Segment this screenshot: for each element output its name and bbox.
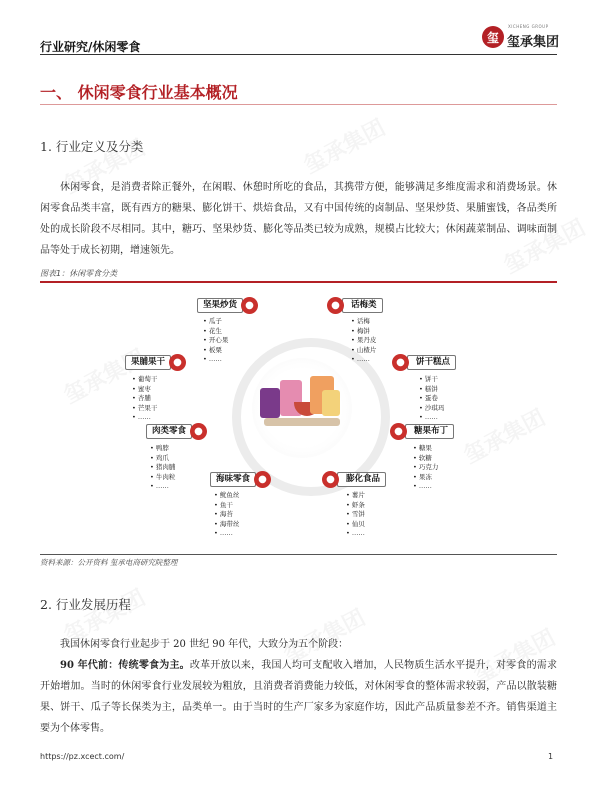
list-item: • 猪肉脯 bbox=[150, 463, 175, 473]
category-items-nuts bbox=[203, 317, 228, 365]
snack-bag-purple bbox=[260, 388, 280, 418]
list-item: • 瓜子 bbox=[203, 317, 228, 327]
figure-bottom-rule bbox=[40, 554, 557, 555]
category-items-seafood bbox=[214, 491, 239, 539]
list-item: • 雪饼 bbox=[346, 510, 365, 520]
category-label: 果脯果干 bbox=[125, 355, 171, 370]
stage-body: 改革开放以来，我国人均可支配收入增加，人民物质生活水平提升，对零食的需求开始增加。当时的休闲零食行业发展较为粗放，且消费者消费能力较低，对休闲零食的整体需求较弱，产品以散装糖果、饼干、瓜子等长保类为主，品类单一。由于当时的生产厂家多为家庭作坊，因此产品质量参差不齐。销售渠道主要为个体零售。 bbox=[40, 660, 558, 734]
list-item: • …… bbox=[203, 355, 228, 365]
chips-icon: ● bbox=[322, 471, 339, 488]
category-meat bbox=[146, 424, 207, 439]
list-item: • 鸡爪 bbox=[150, 454, 175, 464]
list-item: • 虾条 bbox=[346, 501, 365, 511]
biscuit-icon: ● bbox=[392, 354, 409, 371]
list-item: • 海带丝 bbox=[214, 520, 239, 530]
category-plum bbox=[327, 298, 383, 313]
list-item: • 薯片 bbox=[346, 491, 365, 501]
category-items-biscuits bbox=[419, 375, 444, 423]
figure-source: 资料来源：公开资料 玺承电商研究院整理 bbox=[40, 558, 178, 567]
page-number: 1 bbox=[548, 752, 554, 761]
list-item: • 巧克力 bbox=[413, 463, 438, 473]
company-logo bbox=[482, 24, 560, 52]
plum-icon: ● bbox=[327, 297, 344, 314]
list-item: • 糖果 bbox=[413, 444, 438, 454]
category-puffed bbox=[322, 472, 386, 487]
watermark bbox=[298, 111, 390, 180]
category-label: 话梅类 bbox=[342, 298, 383, 313]
list-item: • 饼干 bbox=[419, 375, 444, 385]
list-item: • …… bbox=[351, 355, 376, 365]
snack-box-yellow bbox=[322, 390, 340, 416]
list-item: • 芒果干 bbox=[132, 404, 157, 414]
header-divider bbox=[40, 54, 557, 55]
logo-seal-icon: 玺 bbox=[482, 26, 504, 48]
drumstick-icon: ● bbox=[190, 423, 207, 440]
category-candy bbox=[390, 424, 454, 439]
category-items-meat bbox=[150, 444, 175, 492]
list-item: • 鱿鱼丝 bbox=[214, 491, 239, 501]
category-items-dried-fruit bbox=[132, 375, 157, 423]
list-item: • 蛋卷 bbox=[419, 394, 444, 404]
list-item: • …… bbox=[214, 529, 239, 539]
category-items-puffed bbox=[346, 491, 365, 539]
list-item: • 花生 bbox=[203, 327, 228, 337]
subsection-title-history: 2. 行业发展历程 bbox=[40, 597, 131, 612]
section-title: 一、 休闲零食行业基本概况 bbox=[40, 83, 238, 102]
list-item: • 软糖 bbox=[413, 454, 438, 464]
nut-icon: ● bbox=[241, 297, 258, 314]
category-label: 饼干糕点 bbox=[407, 355, 456, 370]
paragraph-definition: 休闲零食，是消费者除正餐外，在闲暇、休憩时所吃的食品，其携带方便，能够满足多维度需求和消费场景。休闲零食品类丰富，既有西方的糖果、膨化饼干、烘焙食品，又有中国传统的卤制品、坚果炒货、果脯蜜饯，各品类所处的成长阶段不尽相同。其中，糖巧、坚果炒货、膨化等品类已较为成熟，规模占比较大；休闲蔬菜制品、调味面制品等处于成长初期，增速领先。 bbox=[40, 182, 557, 256]
list-item: • 蜜枣 bbox=[132, 385, 157, 395]
category-seafood bbox=[210, 472, 271, 487]
subsection-title-definition: 1. 行业定义及分类 bbox=[40, 139, 144, 154]
list-item: • 山楂片 bbox=[351, 346, 376, 356]
list-item: • 鱼干 bbox=[214, 501, 239, 511]
figure-top-rule bbox=[40, 281, 557, 283]
candy-icon: ● bbox=[390, 423, 407, 440]
category-biscuits bbox=[392, 355, 456, 370]
list-item: • 话梅 bbox=[351, 317, 376, 327]
category-label: 膨化食品 bbox=[337, 472, 386, 487]
list-item: • 仙贝 bbox=[346, 520, 365, 530]
list-item: • …… bbox=[413, 482, 438, 492]
fruit-icon: ● bbox=[169, 354, 186, 371]
stage-lead: 90 年代前：传统零食为主。 bbox=[60, 660, 190, 671]
section-divider bbox=[40, 104, 557, 105]
footer-url[interactable]: https://pz.xcect.com/ bbox=[40, 752, 125, 761]
category-nuts bbox=[197, 298, 258, 313]
category-items-candy bbox=[413, 444, 438, 492]
figure-center bbox=[252, 358, 352, 458]
figure-caption: 图表1：休闲零食分类 bbox=[40, 269, 118, 278]
list-item: • 沙琪玛 bbox=[419, 404, 444, 414]
list-item: • 果冻 bbox=[413, 473, 438, 483]
list-item: • 果丹皮 bbox=[351, 336, 376, 346]
paragraph-history-intro: 我国休闲零食行业起步于 20 世纪 90 年代，大致分为五个阶段： bbox=[60, 639, 349, 650]
snack-tray bbox=[264, 418, 340, 426]
list-item: • …… bbox=[419, 413, 444, 423]
category-label: 肉类零食 bbox=[146, 424, 192, 439]
logo-text: 玺承集团 bbox=[507, 35, 560, 50]
paragraph-history-stage1 bbox=[40, 655, 557, 739]
list-item: • 梅饼 bbox=[351, 327, 376, 337]
category-dried-fruit bbox=[125, 355, 186, 370]
list-item: • …… bbox=[346, 529, 365, 539]
list-item: • 鸭脖 bbox=[150, 444, 175, 454]
logo-subtitle: XICHENG GROUP bbox=[508, 24, 549, 29]
list-item: • 开心果 bbox=[203, 336, 228, 346]
list-item: • 杏脯 bbox=[132, 394, 157, 404]
fish-icon: ● bbox=[254, 471, 271, 488]
list-item: • …… bbox=[150, 482, 175, 492]
category-items-plum bbox=[351, 317, 376, 365]
category-label: 海味零食 bbox=[210, 472, 256, 487]
list-item: • 海苔 bbox=[214, 510, 239, 520]
list-item: • 板栗 bbox=[203, 346, 228, 356]
category-label: 糖果布丁 bbox=[405, 424, 454, 439]
list-item: • 葡萄干 bbox=[132, 375, 157, 385]
category-label: 坚果炒货 bbox=[197, 298, 243, 313]
list-item: • …… bbox=[132, 413, 157, 423]
header-title: 行业研究/休闲零食 bbox=[40, 40, 141, 54]
watermark bbox=[458, 401, 550, 470]
list-item: • 糕饼 bbox=[419, 385, 444, 395]
list-item: • 牛肉粒 bbox=[150, 473, 175, 483]
